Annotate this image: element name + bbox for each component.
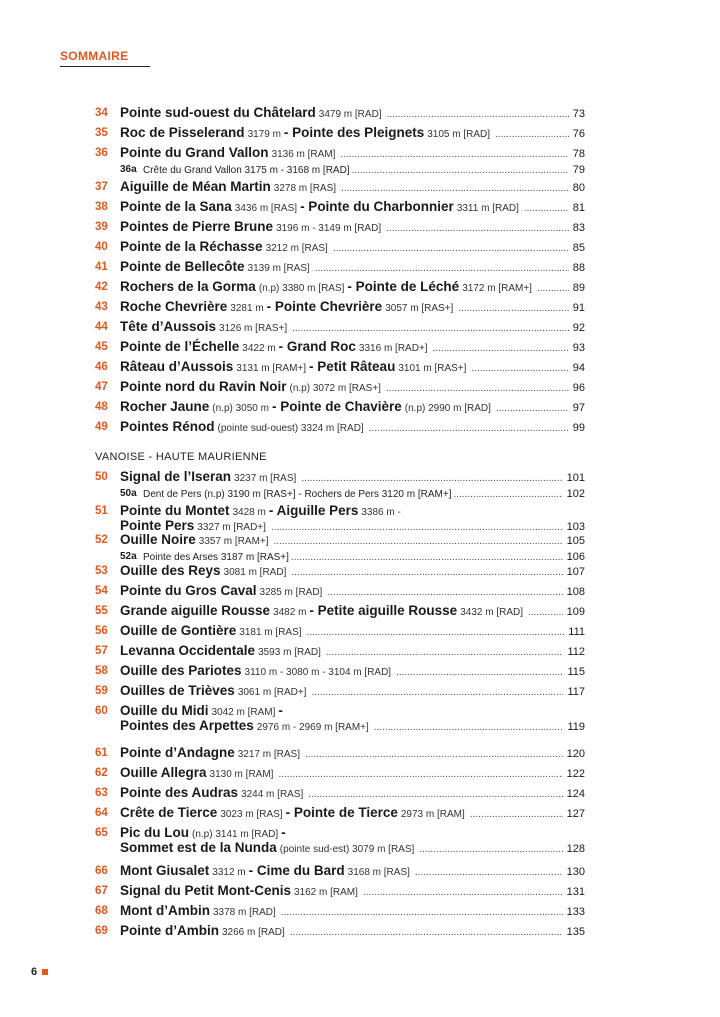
entry-page: 107 <box>566 566 585 578</box>
entry-name: Pointe d’Ambin <box>120 923 219 938</box>
dot-leader <box>386 219 569 239</box>
dot-leader <box>471 359 568 379</box>
entry-line <box>120 921 585 941</box>
entry-meta: 3482 m <box>273 607 307 618</box>
entry-line <box>120 881 585 901</box>
entry-meta: 3162 m [RAM] <box>294 887 358 898</box>
entry-line <box>120 661 585 681</box>
dot-leader <box>308 785 562 805</box>
entry-name-2: Pointe Pers <box>120 518 195 533</box>
entry-meta: 3281 m <box>230 303 264 314</box>
entry-page: 96 <box>572 382 585 394</box>
entry-page: 93 <box>572 342 585 354</box>
entry-meta: 3042 m [RAM] <box>211 707 276 718</box>
entry-number: 63 <box>95 787 108 799</box>
entry-separator: - Cime du Bard <box>248 863 345 878</box>
entry-line <box>120 561 585 581</box>
entry-name: Levanna Occidentale <box>120 643 256 658</box>
entry-name: Crête de Tierce <box>120 805 218 820</box>
entry-number: 51 <box>95 505 108 517</box>
dot-leader <box>307 623 565 643</box>
entry-page: 101 <box>566 472 585 484</box>
entry-page: 120 <box>566 748 585 760</box>
entry-meta-2: 3386 m - <box>361 507 401 518</box>
entry-line <box>120 337 585 357</box>
entry-name: Grande aiguille Rousse <box>120 603 271 618</box>
entry-meta: 3285 m [RAD] <box>259 587 323 598</box>
entry-meta: 3378 m [RAD] <box>212 907 276 918</box>
entry-separator: - Pointe de Léché <box>347 279 460 294</box>
entry-name: Ouilles de Trièves <box>120 683 235 698</box>
entry-line <box>120 601 585 621</box>
entry-meta-2: 3168 m [RAS] <box>347 867 410 878</box>
entry-meta: 3593 m [RAD] <box>258 647 321 658</box>
entry-name: Ouille de Gontière <box>120 623 237 638</box>
entry-separator: - <box>281 825 286 840</box>
entry-page: 112 <box>567 646 585 658</box>
dot-leader <box>281 903 563 923</box>
entry-number: 55 <box>95 605 108 617</box>
entry-number: 38 <box>95 201 108 213</box>
dot-leader <box>496 399 569 419</box>
dot-leader <box>341 179 569 199</box>
entry-line <box>120 217 585 237</box>
entry-meta-3: 2976 m - 2969 m [RAM+] <box>256 722 369 733</box>
entry-name: Pointes de Pierre Brune <box>120 219 274 234</box>
entry-meta: (n.p) 3050 m <box>212 403 269 414</box>
entry-line <box>120 197 585 217</box>
entry-meta: 3061 m [RAD+] <box>237 687 307 698</box>
entry-separator: - Grand Roc <box>278 339 356 354</box>
entry-page: 128 <box>566 843 585 855</box>
entry-number: 36a <box>120 164 137 175</box>
page-number: 6 <box>31 966 38 978</box>
entry-name: Pointe du Grand Vallon <box>120 145 269 160</box>
entry-number: 57 <box>95 645 108 657</box>
entry-number: 68 <box>95 905 108 917</box>
entry-number: 69 <box>95 925 108 937</box>
entry-meta: 3130 m [RAM] <box>209 769 274 780</box>
header-rule <box>60 66 150 67</box>
entry-name: Pointe nord du Ravin Noir <box>120 379 287 394</box>
entry-line <box>120 277 585 297</box>
entry-meta: 3237 m [RAS] <box>234 473 297 484</box>
dot-leader <box>396 663 563 683</box>
dot-leader <box>528 603 563 623</box>
entry-page: 102 <box>566 488 585 500</box>
entry-line <box>120 581 585 601</box>
entry-name: Rocher Jaune <box>120 399 210 414</box>
entry-number: 52 <box>95 534 108 546</box>
entry-separator: - Aiguille Pers <box>268 503 359 518</box>
entry-number: 36 <box>95 147 108 159</box>
entry-separator: - <box>278 703 283 718</box>
entry-meta: 3110 m - 3080 m - 3104 m [RAD] <box>244 667 392 678</box>
entry-meta: (n.p) 3072 m [RAS+] <box>289 383 381 394</box>
entry-page: 135 <box>566 926 585 938</box>
entry-line <box>120 901 585 921</box>
entry-name: Pointe de la Réchasse <box>120 239 263 254</box>
dot-leader <box>305 745 563 765</box>
entry-name: Roc de Pisselerand <box>120 125 245 140</box>
entry-name: Mont Giusalet <box>120 863 210 878</box>
dot-leader <box>363 883 563 903</box>
entry-number: 61 <box>95 747 108 759</box>
entry-name: Signal de l’Iseran <box>120 469 232 484</box>
entry-name: Ouille Noire <box>120 532 196 547</box>
entry-separator: - Pointe de Tierce <box>285 805 398 820</box>
entry-page: 80 <box>572 182 585 194</box>
entry-meta-2: 3316 m [RAD+] <box>358 343 428 354</box>
dot-leader <box>333 239 569 259</box>
entry-meta: 3357 m [RAM+] <box>198 536 269 547</box>
entry-subtitle: Crête du Grand Vallon 3175 m - 3168 m [RAD] <box>143 165 350 176</box>
entry-number: 42 <box>95 281 108 293</box>
entry-page: 92 <box>572 322 585 334</box>
entry-meta: 3479 m [RAD] <box>318 109 382 120</box>
entry-separator: - Petit Râteau <box>309 359 396 374</box>
entry-page: 131 <box>566 886 585 898</box>
entry-number: 39 <box>95 221 108 233</box>
entry-meta: 3139 m [RAS] <box>247 263 310 274</box>
entry-number: 54 <box>95 585 108 597</box>
entry-meta: 3266 m [RAD] <box>222 927 285 938</box>
entry-page: 94 <box>572 362 585 374</box>
entry-line <box>120 357 585 377</box>
entry-name: Tête d’Aussois <box>120 319 217 334</box>
dot-leader <box>470 805 563 825</box>
entry-line <box>120 297 585 317</box>
entry-page: 109 <box>566 606 585 618</box>
entry-name: Ouille Allegra <box>120 765 207 780</box>
entry-page: 119 <box>567 721 585 733</box>
entry-number: 64 <box>95 807 108 819</box>
entry-number: 58 <box>95 665 108 677</box>
dot-leader <box>369 419 569 439</box>
entry-name: Ouille des Reys <box>120 563 221 578</box>
entry-name: Pointe du Gros Caval <box>120 583 257 598</box>
entry-meta-2: (n.p) 2990 m [RAD] <box>404 403 491 414</box>
entry-meta: 3179 m <box>247 129 281 140</box>
entry-number: 35 <box>95 127 108 139</box>
entry-line <box>120 397 585 417</box>
entry-number: 46 <box>95 361 108 373</box>
dot-leader <box>419 840 562 860</box>
entry-line <box>120 783 585 803</box>
dot-leader <box>495 125 569 145</box>
entry-page: 111 <box>568 626 585 638</box>
entry-line <box>120 763 585 783</box>
entry-number: 34 <box>95 107 108 119</box>
dot-leader <box>291 563 562 583</box>
entry-meta-2: 3311 m [RAD] <box>456 203 519 214</box>
entry-meta: (n.p) 3141 m [RAD] <box>192 829 279 840</box>
entry-number: 67 <box>95 885 108 897</box>
entry-name-2: Pointes des Arpettes <box>120 718 254 733</box>
dot-leader <box>278 765 562 785</box>
entry-page: 89 <box>572 282 585 294</box>
entry-page: 79 <box>572 164 585 176</box>
entry-separator: - Petite aiguille Rousse <box>309 603 458 618</box>
entry-name: Pic du Lou <box>120 825 189 840</box>
page-header-title: SOMMAIRE <box>60 49 129 63</box>
entry-meta-3: 3327 m [RAD+] <box>197 522 266 533</box>
entry-subtitle: Dent de Pers (n.p) 3190 m [RAS+] - Rochers de Pers 3120 m [RAM+] <box>143 489 452 500</box>
dot-leader <box>386 379 569 399</box>
dot-leader <box>327 583 562 603</box>
entry-name: Pointe sud-ouest du Châtelard <box>120 105 316 120</box>
entry-page: 88 <box>572 262 585 274</box>
entry-number: 59 <box>95 685 108 697</box>
entry-page: 130 <box>566 866 585 878</box>
entry-meta: 3131 m [RAM+] <box>236 363 307 374</box>
entry-line <box>120 377 585 397</box>
entry-number: 53 <box>95 565 108 577</box>
entry-page: 117 <box>567 686 585 698</box>
entry-meta-3: (pointe sud-est) 3079 m [RAS] <box>279 844 415 855</box>
entry-page: 85 <box>572 242 585 254</box>
entry-page: 73 <box>572 108 585 120</box>
entry-number: 47 <box>95 381 108 393</box>
entry-page: 122 <box>566 768 585 780</box>
entry-number: 48 <box>95 401 108 413</box>
entry-line <box>120 861 585 881</box>
dot-leader <box>537 279 569 299</box>
entry-page: 115 <box>567 666 585 678</box>
entry-number: 41 <box>95 261 108 273</box>
dot-leader <box>433 339 569 359</box>
entry-number: 40 <box>95 241 108 253</box>
dot-leader <box>458 299 568 319</box>
entry-meta: 3181 m [RAS] <box>239 627 302 638</box>
entry-separator: - Pointe de Chavière <box>271 399 402 414</box>
entry-meta: 3428 m <box>232 507 266 518</box>
entry-line <box>120 621 585 641</box>
entry-page: 76 <box>572 128 585 140</box>
entry-meta-2: 3432 m [RAD] <box>460 607 524 618</box>
entry-separator: - Pointe du Charbonnier <box>300 199 454 214</box>
entry-meta-2: 3101 m [RAS+] <box>398 363 467 374</box>
entry-line <box>120 681 585 701</box>
entry-line <box>120 317 585 337</box>
entry-page: 103 <box>566 521 585 533</box>
entry-page: 81 <box>572 202 585 214</box>
entry-page: 105 <box>566 535 585 547</box>
entry-line <box>120 123 585 143</box>
entry-line <box>120 641 585 661</box>
dot-leader <box>290 923 563 943</box>
entry-number: 66 <box>95 865 108 877</box>
dot-leader <box>315 259 569 279</box>
entry-line-2 <box>120 716 585 736</box>
entry-page: 99 <box>572 422 585 434</box>
entry-name: Mont d’Ambin <box>120 903 210 918</box>
entry-page: 124 <box>566 788 585 800</box>
dot-leader <box>374 718 564 738</box>
entry-separator: - Pointe des Pleignets <box>283 125 425 140</box>
entry-line-2 <box>120 838 585 858</box>
entry-name: Pointe de la Sana <box>120 199 232 214</box>
entry-line <box>120 803 585 823</box>
entry-meta: 3126 m [RAS+] <box>219 323 288 334</box>
entry-name: Pointe de Bellecôte <box>120 259 245 274</box>
entry-line <box>120 177 585 197</box>
entry-page: 106 <box>566 551 585 563</box>
entry-number: 45 <box>95 341 108 353</box>
entry-meta: 3196 m - 3149 m [RAD] <box>276 223 382 234</box>
entry-name: Ouille du Midi <box>120 703 209 718</box>
entry-name: Pointe du Montet <box>120 503 230 518</box>
dot-leader <box>326 643 564 663</box>
entry-name: Pointe d’Andagne <box>120 745 235 760</box>
entry-meta: (n.p) 3380 m [RAS] <box>258 283 345 294</box>
entry-number: 56 <box>95 625 108 637</box>
entry-meta: 3422 m <box>242 343 276 354</box>
dot-leader <box>415 863 563 883</box>
entry-name: Signal du Petit Mont-Cenis <box>120 883 291 898</box>
entry-meta-2: 3172 m [RAM+] <box>462 283 532 294</box>
entry-line <box>120 743 585 763</box>
entry-subtitle: Pointe des Arses 3187 m [RAS+] <box>143 552 289 563</box>
entry-number: 50 <box>95 471 108 483</box>
entry-page: 91 <box>572 302 585 314</box>
entry-page: 127 <box>566 808 585 820</box>
entry-number: 49 <box>95 421 108 433</box>
entry-meta: 3081 m [RAD] <box>223 567 287 578</box>
entry-meta: 3217 m [RAS] <box>237 749 301 760</box>
entry-meta: 3436 m [RAS] <box>234 203 298 214</box>
entry-name: Aiguille de Méan Martin <box>120 179 271 194</box>
entry-page: 83 <box>572 222 585 234</box>
entry-page: 108 <box>566 586 585 598</box>
entry-number: 62 <box>95 767 108 779</box>
entry-name: Râteau d’Aussois <box>120 359 234 374</box>
page-number-marker <box>42 969 48 975</box>
entry-number: 37 <box>95 181 108 193</box>
section-title-vanoise-haute-maurienne: VANOISE - HAUTE MAURIENNE <box>95 451 267 463</box>
entry-number: 60 <box>95 705 108 717</box>
entry-line <box>120 257 585 277</box>
dot-leader <box>311 683 563 703</box>
entry-number: 50a <box>120 488 137 499</box>
entry-number: 52a <box>120 551 137 562</box>
entry-page: 78 <box>572 148 585 160</box>
entry-line <box>120 417 585 437</box>
entry-name: Ouille des Pariotes <box>120 663 242 678</box>
entry-meta: 3244 m [RAS] <box>241 789 304 800</box>
entry-name: Roche Chevrière <box>120 299 228 314</box>
entry-meta: 3023 m [RAS] <box>220 809 283 820</box>
entry-meta: 3212 m [RAS] <box>265 243 328 254</box>
dot-leader <box>524 199 569 219</box>
entry-number: 65 <box>95 827 108 839</box>
entry-meta: 3136 m [RAM] <box>271 149 336 160</box>
entry-number: 44 <box>95 321 108 333</box>
entry-meta-2: 3057 m [RAS+] <box>385 303 454 314</box>
entry-name: Pointes Rénod <box>120 419 215 434</box>
entry-meta: (pointe sud-ouest) 3324 m [RAD] <box>217 423 364 434</box>
entry-number: 43 <box>95 301 108 313</box>
entry-meta-2: 2973 m [RAM] <box>400 809 465 820</box>
entry-page: 133 <box>566 906 585 918</box>
dot-leader <box>387 105 569 125</box>
dot-leader <box>292 319 569 339</box>
entry-name: Pointe des Audras <box>120 785 239 800</box>
entry-meta-2: 3105 m [RAD] <box>427 129 491 140</box>
entry-meta: 3312 m <box>212 867 246 878</box>
entry-page: 97 <box>572 402 585 414</box>
entry-name: Pointe de l’Échelle <box>120 339 240 354</box>
entry-meta: 3278 m [RAS] <box>273 183 337 194</box>
entry-name: Rochers de la Gorma <box>120 279 256 294</box>
entry-name-2: Sommet est de la Nunda <box>120 840 277 855</box>
entry-separator: - Pointe Chevrière <box>266 299 383 314</box>
entry-line <box>120 237 585 257</box>
entry-line <box>120 103 585 123</box>
